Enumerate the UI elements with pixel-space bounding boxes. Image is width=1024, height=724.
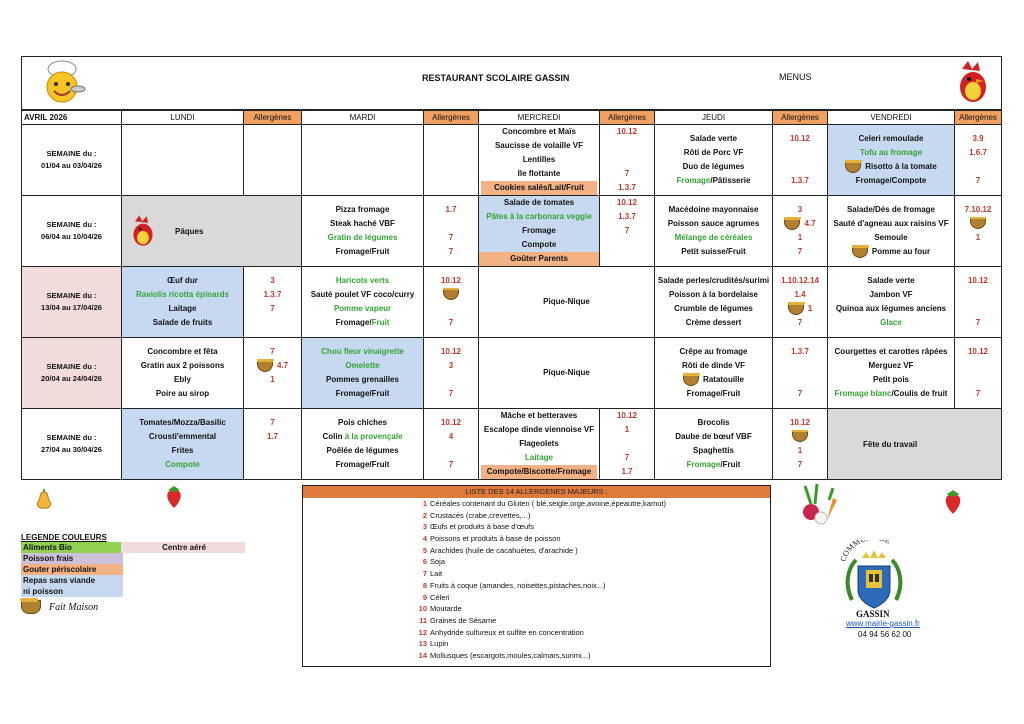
menu-cell — [828, 409, 1002, 480]
menu-item: Mélange de céréales — [674, 233, 753, 242]
menu-item: Fromage/Fruit — [686, 460, 741, 469]
color-legend — [21, 533, 245, 614]
menu-cell — [122, 409, 244, 480]
allergen-list-item: 5 Arachides (huile de cacahuètes, d'arachide ) — [422, 545, 578, 555]
menu-item: Ile flottante — [517, 169, 561, 178]
menu-cell — [479, 196, 600, 267]
fait-maison-icon — [257, 360, 273, 372]
menu-item: Fromage — [522, 226, 556, 235]
menu-cell — [302, 267, 424, 338]
menu-cell — [302, 409, 424, 480]
menu-item: Mâche et betteraves — [500, 411, 578, 420]
menu-item: Steak haché VBF — [330, 219, 395, 228]
allergen-list-item: 3 Œufs et produits à base d'œufs — [422, 522, 534, 532]
menu-item: Concombre et fêta — [147, 347, 218, 356]
day-header-mercredi: MERCREDI — [479, 110, 600, 125]
fait-maison-icon — [443, 288, 459, 300]
menu-cell — [479, 267, 655, 338]
menu-item: Fromage/Fruit — [335, 318, 390, 327]
allergen-cell: 10.12 1.3.7 — [773, 125, 828, 196]
allergen-cell: 10.12 7 — [955, 338, 1002, 409]
menu-item: Sauté poulet VF coco/curry — [310, 290, 415, 299]
menu-item: Laitage — [524, 453, 553, 462]
fait-maison-icon — [852, 246, 868, 258]
allergen-cell: 10.12 3 7 — [424, 338, 479, 409]
menu-item: Pâtes à la carbonara veggie — [486, 212, 592, 221]
menu-item: Fromage/Compote — [855, 176, 927, 185]
allergen-cell: 7 4.7 1 — [244, 338, 302, 409]
menu-item: Laitage — [168, 304, 197, 313]
day-header-mardi: MARDI — [302, 110, 424, 125]
day-header-lundi: LUNDI — [122, 110, 244, 125]
allergen-cell: 1.3.7 7 — [773, 338, 828, 409]
menu-cell — [655, 196, 773, 267]
menu-item: Pomme au four — [852, 245, 930, 259]
menu-item: Poêlée de légumes — [326, 446, 399, 455]
menu-item: Jambon VF — [869, 290, 913, 299]
menu-item: Spaghettis — [693, 446, 734, 455]
allergen-list-item: 11 Graines de Sésame — [419, 615, 497, 625]
menu-item: Semoule — [874, 233, 908, 242]
allergen-list-item: 1 Céréales contenant du Gluten ( blé,seigle,orge,avoine,épeautre,kamut) — [422, 499, 666, 508]
fait-maison-icon — [21, 600, 41, 614]
menu-item: Ratatouille — [683, 373, 744, 387]
menu-item: Frites — [171, 446, 194, 455]
menu-cell — [828, 267, 955, 338]
holiday-label: Fête du travail — [863, 439, 918, 449]
strawberry-icon — [940, 489, 966, 515]
week-label: SEMAINE du : 13/04 au 17/04/26 — [22, 267, 122, 338]
page-title: RESTAURANT SCOLAIRE GASSIN — [422, 73, 570, 83]
menu-item: Crumble de légumes — [674, 304, 753, 313]
allergens-header: Allergènes — [773, 110, 828, 125]
allergen-list-item: 14 Mollusques (escargots,moules,calmars,surimi...) — [418, 650, 591, 660]
allergen-cell: 10.12 7 1.3.7 — [600, 125, 655, 196]
menu-item: Brocolis — [697, 418, 730, 427]
allergen-cell: 3 4.7 1 7 — [773, 196, 828, 267]
menu-item: Tofu au fromage — [859, 148, 923, 157]
day-header-vendredi: VENDREDI — [828, 110, 955, 125]
week-label: SEMAINE du : 01/04 au 03/04/26 — [22, 125, 122, 196]
menu-item: Pique-Nique — [543, 368, 590, 377]
legend-centre: Centre aéré — [121, 542, 245, 553]
allergen-cell: 10.12 1 7 — [773, 409, 828, 480]
menu-item: Chou fleur vinaigrette — [321, 347, 404, 356]
allergen-cell: 1.10.12.14 1.4 1 7 — [773, 267, 828, 338]
fait-maison-icon — [792, 430, 808, 442]
menu-cell — [122, 196, 302, 267]
menu-item: Salade/Dés de fromage — [846, 205, 936, 214]
menu-item: Saucisse de volaille VF — [494, 141, 584, 150]
menu-item: Merguez VF — [868, 361, 914, 370]
menu-item: Salade perles/crudités/surimi — [657, 276, 770, 285]
allergens-header: Allergènes — [600, 110, 655, 125]
menu-item: Crousti'emmental — [148, 432, 217, 441]
menu-item: Ebly — [174, 375, 191, 384]
menu-cell — [122, 267, 244, 338]
menu-item: Colin à la provençale — [322, 432, 403, 441]
menu-item: Quinoa aux légumes anciens — [835, 304, 947, 313]
legend-poisson: Poisson frais — [21, 553, 123, 564]
legend-title: LEGENDE COULEURS — [21, 533, 107, 542]
commune-name: GASSIN — [856, 609, 890, 619]
menu-cell — [655, 125, 773, 196]
menu-item: Poire au sirop — [155, 389, 210, 398]
allergen-cell — [244, 125, 302, 196]
menu-item: Petit pois — [872, 375, 909, 384]
allergen-list-item: 7 Lait — [422, 569, 443, 579]
legend-repas-2: ni poisson — [21, 586, 123, 597]
fait-maison-icon — [788, 303, 804, 315]
allergen-list — [302, 485, 771, 667]
menu-item: Poisson sauce agrumes — [667, 219, 760, 228]
legend-bio: Aliments Bio — [21, 542, 121, 553]
menu-item: Pizza fromage — [335, 205, 390, 214]
menu-item: Cookies salés/Lait/Fruit — [481, 181, 597, 195]
menu-item: Pois chiches — [338, 418, 387, 427]
menu-cell — [655, 338, 773, 409]
allergen-list-item: 4 Poissons et produits à base de poisson — [422, 534, 561, 544]
menu-item: Rôti de dinde VF — [681, 361, 746, 370]
menu-item: Rôti de Porc VF — [683, 148, 744, 157]
menu-item: Salade verte — [867, 276, 915, 285]
legend-repas-1: Repas sans viande — [21, 575, 123, 586]
pear-icon — [36, 487, 52, 509]
menu-item: Pique-Nique — [543, 297, 590, 306]
menu-item: Lentilles — [522, 155, 556, 164]
menu-item: Salade de tomates — [503, 198, 575, 207]
menu-item: Poisson à la bordelaise — [669, 290, 758, 299]
menu-item: Celeri remoulade — [858, 134, 924, 143]
menu-item: Sauté d'agneau aux raisins VF — [833, 219, 949, 228]
menu-item: Pomme vapeur — [333, 304, 392, 313]
menu-item: Concombre et Maïs — [502, 127, 576, 136]
allergen-list-item: 10 Moutarde — [418, 604, 462, 614]
allergen-list-item: 9 Céleri — [422, 592, 450, 602]
menu-cell — [655, 267, 773, 338]
menu-item: Fromage/Pâtisserie — [676, 176, 751, 185]
month-header: AVRIL 2026 — [22, 110, 122, 125]
menu-item: Risotto à la tomate — [845, 160, 937, 174]
bird-mascot-icon — [129, 213, 157, 249]
menu-item: Crème dessert — [685, 318, 742, 327]
menu-cell — [479, 338, 655, 409]
menu-item: Compote/Biscotte/Fromage — [481, 465, 597, 479]
menu-item: Macédoine mayonnaise — [668, 205, 759, 214]
menu-item: Tomates/Mozza/Basilic — [139, 418, 226, 427]
menu-cell — [302, 338, 424, 409]
fait-maison-icon — [845, 161, 861, 173]
allergens-header: Allergènes — [955, 110, 1002, 125]
commune-website-link[interactable]: www.mairie-gassin.fr — [846, 619, 920, 628]
allergen-cell: 10.12 7 — [424, 267, 479, 338]
menu-item: Daube de bœuf VBF — [675, 432, 752, 441]
menu-item: Omelette — [345, 361, 380, 370]
allergen-list-item: 6 Soja — [422, 557, 446, 567]
allergen-list-item: 2 Crustacés (crabe,crevettes,...) — [422, 510, 531, 520]
menu-item: Flageolets — [519, 439, 559, 448]
menu-item: Pommes grenailles — [326, 375, 399, 384]
menu-item: Escalope dinde viennoise VF — [483, 425, 595, 434]
bird-mascot-logo — [954, 59, 992, 105]
chef-emoji-logo — [40, 59, 86, 105]
allergen-list-item: 8 Fruits à coque (amandes, noisettes,pistaches,noix...) — [422, 580, 606, 590]
menu-table — [21, 56, 1002, 480]
allergen-cell: 1.7 7 7 — [424, 196, 479, 267]
day-header-jeudi: JEUDI — [655, 110, 773, 125]
menu-item: Salade de fruits — [152, 318, 213, 327]
menu-item: Œuf dur — [167, 276, 198, 285]
menu-item: Petit suisse/Fruit — [681, 247, 746, 256]
menu-item: Compote — [165, 460, 200, 469]
allergen-list-item: 12 Anhydride sulfureux et sulfite en concentration — [418, 627, 584, 637]
menu-cell — [828, 125, 955, 196]
menu-item: Crêpe au fromage — [679, 347, 748, 356]
menu-item: Gratin aux 2 poissons — [140, 361, 225, 370]
allergen-cell: 10.12 4 7 — [424, 409, 479, 480]
fait-maison-icon — [683, 374, 699, 386]
week-label: SEMAINE du : 27/04 au 30/04/26 — [22, 409, 122, 480]
allergen-cell: 10.12 7 — [955, 267, 1002, 338]
allergen-cell: 7 1.7 — [244, 409, 302, 480]
allergen-list-title: LISTE DES 14 ALLERGENES MAJEURS : — [303, 486, 770, 498]
allergens-header: Allergènes — [424, 110, 479, 125]
allergens-header: Allergènes — [244, 110, 302, 125]
fait-maison-icon — [784, 218, 800, 230]
svg-text:COMMUNE DE: COMM E — [838, 540, 892, 563]
menu-cell — [828, 338, 955, 409]
menu-item: Duo de légumes — [682, 162, 745, 171]
strawberry-icon — [163, 485, 185, 509]
menu-cell — [122, 125, 244, 196]
menu-item: Gratin de légumes — [327, 233, 398, 242]
allergen-cell: 3.9 1.6.7 7 — [955, 125, 1002, 196]
fait-maison-icon — [970, 217, 986, 229]
fait-maison-label: Fait Maison — [49, 601, 99, 613]
allergen-cell: 10.12 1.3.7 7 — [600, 196, 655, 267]
allergen-cell: 10.12 1 7 1.7 — [600, 409, 655, 480]
menu-cell — [122, 338, 244, 409]
vegetables-icon — [797, 480, 845, 526]
allergen-cell: 3 1.3.7 7 — [244, 267, 302, 338]
menu-cell — [479, 409, 600, 480]
commune-coat-of-arms — [838, 540, 910, 620]
menu-item: Compote — [521, 240, 557, 249]
menu-item: Fromage/Fruit — [335, 460, 390, 469]
menu-item: Haricots verts — [335, 276, 390, 285]
allergen-list-item: 13 Lupin — [418, 639, 449, 649]
commune-phone: 04 94 56 62 00 — [858, 630, 912, 639]
menu-cell — [655, 409, 773, 480]
menu-item: Salade verte — [689, 134, 738, 143]
menu-cell — [302, 196, 424, 267]
week-label: SEMAINE du : 06/04 au 10/04/26 — [22, 196, 122, 267]
holiday-label: Pâques — [175, 226, 204, 236]
menu-item: Fromage/Fruit — [335, 247, 390, 256]
menu-item: Courgettes et carottes râpées — [834, 347, 948, 356]
menu-item: Glace — [880, 318, 902, 327]
menu-item: Goûter Parents — [479, 252, 599, 266]
menu-cell — [479, 125, 600, 196]
allergen-cell: 7.10.12 1 — [955, 196, 1002, 267]
allergen-cell — [424, 125, 479, 196]
menu-cell — [302, 125, 424, 196]
week-label: SEMAINE du : 20/04 au 24/04/26 — [22, 338, 122, 409]
menu-item: Fromage blanc/Coulis de fruit — [834, 389, 948, 398]
menu-item: Fromage/Fruit — [686, 389, 741, 398]
legend-gouter: Gouter périscolaire — [21, 564, 123, 575]
menus-label: MENUS — [779, 72, 812, 82]
menu-item: Raviolis ricotta épinards — [136, 290, 229, 299]
menu-cell — [828, 196, 955, 267]
menu-item: Fromage/Fruit — [335, 389, 390, 398]
